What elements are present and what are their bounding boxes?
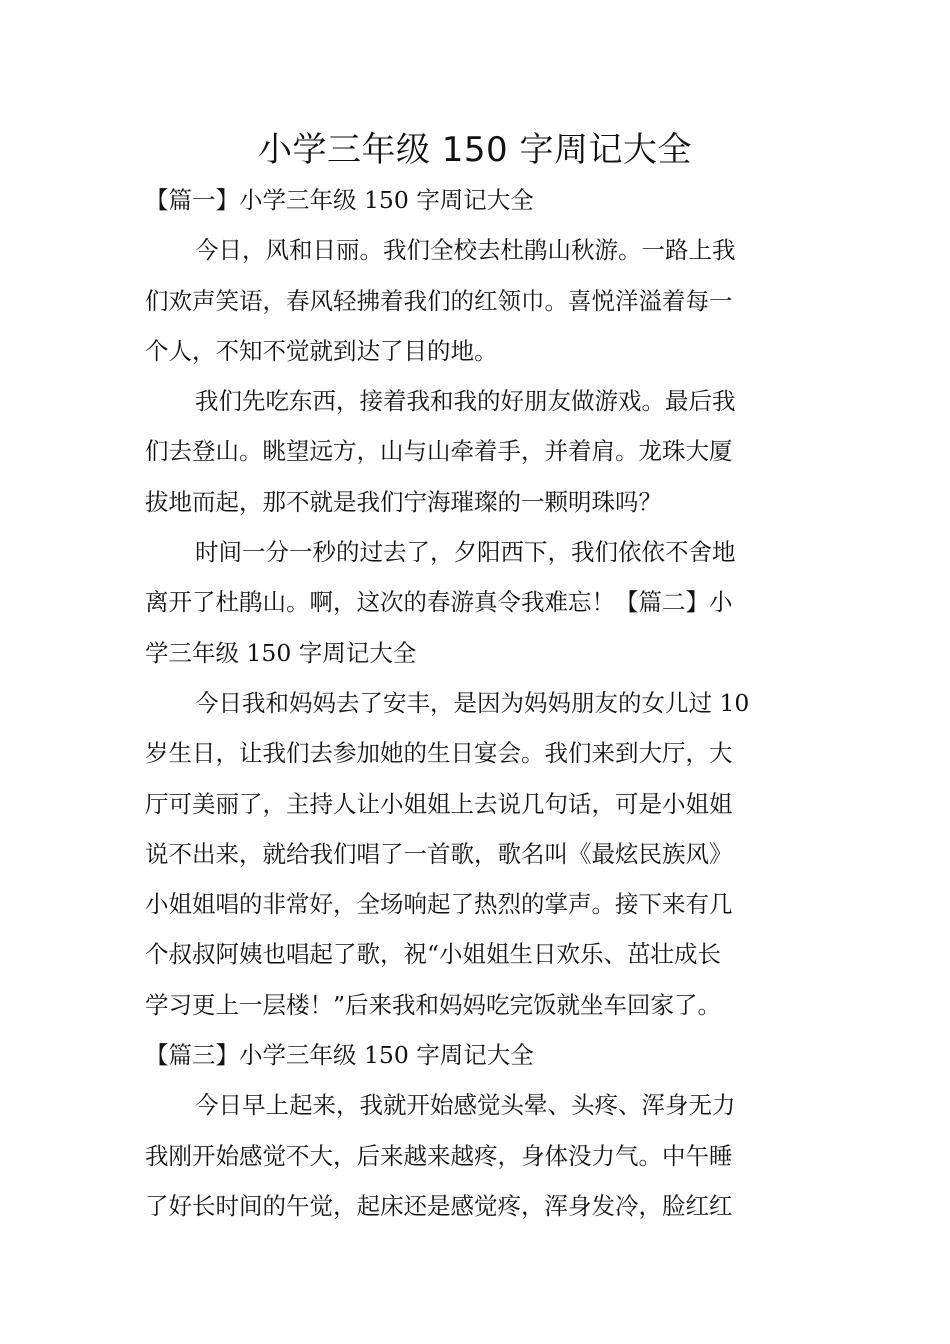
document-body: [145, 175, 810, 1231]
text-line: 离开了杜鹃山。啊，这次的春游真令我难忘！【篇二】小: [145, 588, 733, 617]
text-line: 个人，不知不觉就到达了目的地。: [145, 336, 498, 365]
text-line: 今日，风和日丽。我们全校去杜鹃山秋游。一路上我: [195, 236, 736, 265]
text-line: 今日我和妈妈去了安丰，是因为妈妈朋友的女儿过 10: [195, 688, 750, 717]
text-line: 岁生日，让我们去参加她的生日宴会。我们来到大厅，大: [145, 739, 733, 768]
text-line: 我刚开始感觉不大，后来越来越疼，身体没力气。中午睡: [145, 1141, 733, 1170]
text-line: 说不出来，就给我们唱了一首歌，歌名叫《最炫民族风》: [145, 839, 733, 868]
text-line: 今日早上起来，我就开始感觉头晕、头疼、浑身无力: [195, 1091, 736, 1120]
text-line: 拔地而起，那不就是我们宁海璀璨的一颗明珠吗？: [145, 487, 662, 516]
text-line: 们去登山。眺望远方，山与山牵着手，并着肩。龙珠大厦: [145, 437, 733, 466]
text-line: 学习更上一层楼！”后来我和妈妈吃完饭就坐车回家了。: [145, 990, 722, 1019]
text-line: 时间一分一秒的过去了，夕阳西下，我们依依不舍地: [195, 538, 736, 567]
text-line: 我们先吃东西，接着我和我的好朋友做游戏。最后我: [195, 387, 736, 416]
text-line: 【篇三】小学三年级 150 字周记大全: [145, 1041, 534, 1070]
text-line: 厅可美丽了，主持人让小姐姐上去说几句话，可是小姐姐: [145, 789, 733, 818]
text-line: 小姐姐唱的非常好，全场响起了热烈的掌声。接下来有几: [145, 890, 733, 919]
text-line: 了好长时间的午觉，起床还是感觉疼，浑身发冷，脸红红: [145, 1191, 733, 1220]
text-line: 学三年级 150 字周记大全: [145, 638, 417, 667]
text-line: 们欢声笑语，春风轻拂着我们的红领巾。喜悦洋溢着每一: [145, 286, 733, 315]
text-line: 个叔叔阿姨也唱起了歌，祝“小姐姐生日欢乐、茁壮成长: [145, 940, 722, 969]
document-title: 小学三年级 150 字周记大全: [257, 130, 692, 170]
text-line: 【篇一】小学三年级 150 字周记大全: [145, 186, 534, 214]
